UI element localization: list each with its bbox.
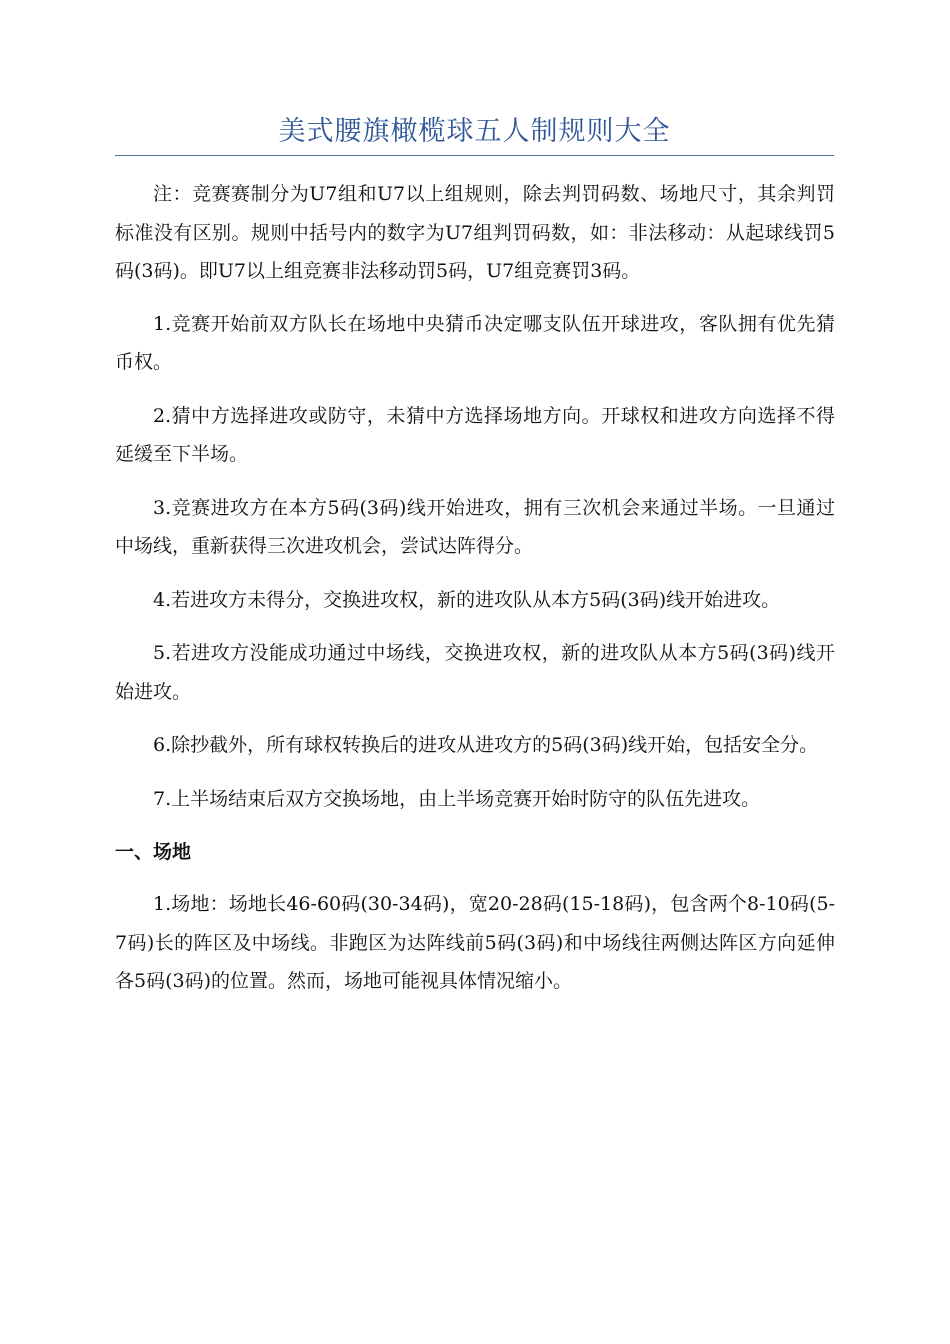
document-body — [115, 175, 835, 1016]
rule-paragraph-1: 1.竞赛开始前双方队长在场地中央猜币决定哪支队伍开球进攻，客队拥有优先猜币权。 — [115, 312, 835, 373]
section-heading-field: 一、场地 — [115, 841, 192, 863]
field-paragraph-1: 1.场地：场地长46-60码(30-34码)，宽20-28码(15-18码)，包含两个8-10码(5-7码)长的阵区及中场线。非跑区为达阵线前5码(3码)和中场线往两侧达阵区方向延伸各5码(3码)的位置。然而，场地可能视具体情况缩小。 — [115, 893, 835, 992]
rule-paragraph-4: 4.若进攻方未得分，交换进攻权，新的进攻队从本方5码(3码)线开始进攻。 — [153, 588, 781, 611]
rule-paragraph-2: 2.猜中方选择进攻或防守，未猜中方选择场地方向。开球权和进攻方向选择不得延缓至下半场。 — [115, 404, 835, 465]
document-title: 美式腰旗橄榄球五人制规则大全 — [278, 116, 671, 147]
rule-paragraph-5: 5.若进攻方没能成功通过中场线，交换进攻权，新的进攻队从本方5码(3码)线开始进攻。 — [115, 642, 835, 703]
rule-paragraph-7: 7.上半场结束后双方交换场地，由上半场竞赛开始时防守的队伍先进攻。 — [153, 787, 761, 810]
rule-paragraph-3: 3.竞赛进攻方在本方5码(3码)线开始进攻，拥有三次机会来通过半场。一旦通过中场线，重新获得三次进攻机会，尝试达阵得分。 — [115, 496, 835, 557]
title-block — [115, 112, 834, 156]
rule-paragraph-6: 6.除抄截外，所有球权转换后的进攻从进攻方的5码(3码)线开始，包括安全分。 — [153, 734, 819, 756]
note-paragraph: 注：竞赛赛制分为U7组和U7以上组规则，除去判罚码数、场地尺寸，其余判罚标准没有区别。规则中括号内的数字为U7组判罚码数，如：非法移动：从起球线罚5码(3码)。即U7以上组竞赛非法移动罚5码，U7组竞赛罚3码。 — [115, 183, 835, 282]
